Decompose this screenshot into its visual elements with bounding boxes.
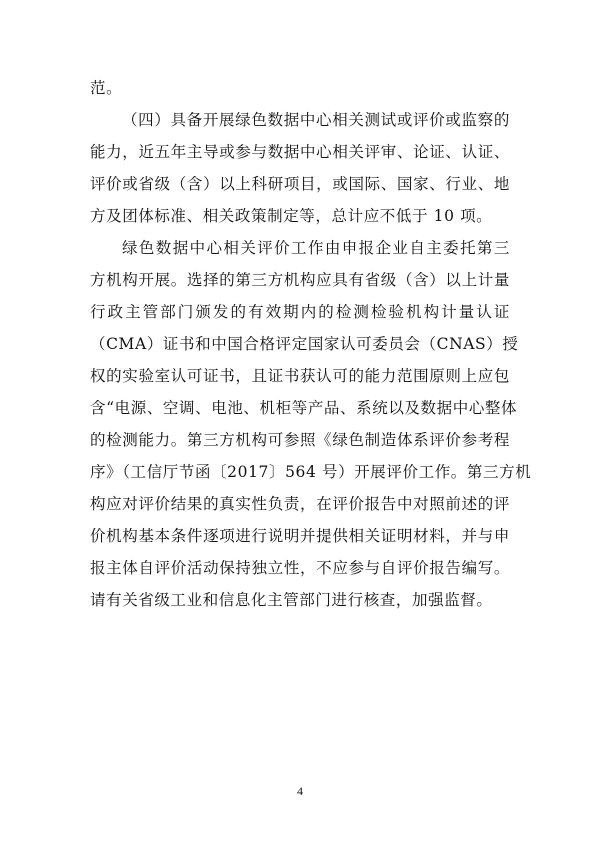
body-text: [90, 72, 532, 616]
text-line: 范。: [90, 79, 123, 97]
text-line: 序》（工信厅节函〔2017〕564 号）开展评价工作。第三方机: [90, 463, 532, 481]
text-line: 方及团体标准、相关政策制定等，总计应不低于 10 项。: [90, 207, 493, 225]
text-line: 能力，近五年主导或参与数据中心相关评审、论证、认证、: [90, 143, 510, 161]
text-line: （四）具备开展绿色数据中心相关测试或评价或监察的: [122, 111, 510, 129]
text-line: 权的实验室认可证书，且证书获认可的能力范围原则上应包: [90, 367, 510, 385]
text-line: 方机构开展。选择的第三方机构应具有省级（含）以上计量: [90, 271, 510, 289]
text-line: （CMA）证书和中国合格评定国家认可委员会（CNAS）授: [90, 335, 519, 353]
page-number: 4: [297, 784, 303, 798]
text-line: 行政主管部门颁发的有效期内的检测检验机构计量认证: [90, 303, 510, 321]
text-line: 请有关省级工业和信息化主管部门进行核查，加强监督。: [90, 591, 493, 609]
text-line: 构应对评价结果的真实性负责，在评价报告中对照前述的评: [90, 495, 510, 513]
text-line: 的检测能力。第三方机构可参照《绿色制造体系评价参考程: [90, 431, 510, 449]
text-line: 含“电源、空调、电池、机柜等产品、系统以及数据中心整体: [90, 399, 518, 417]
text-line: 价机构基本条件逐项进行说明并提供相关证明材料，并与申: [90, 527, 510, 545]
text-line: 评价或省级（含）以上科研项目，或国际、国家、行业、地: [90, 175, 510, 193]
text-line: 报主体自评价活动保持独立性，不应参与自评价报告编写。: [90, 559, 510, 577]
text-line: 绿色数据中心相关评价工作由申报企业自主委托第三: [122, 239, 510, 257]
